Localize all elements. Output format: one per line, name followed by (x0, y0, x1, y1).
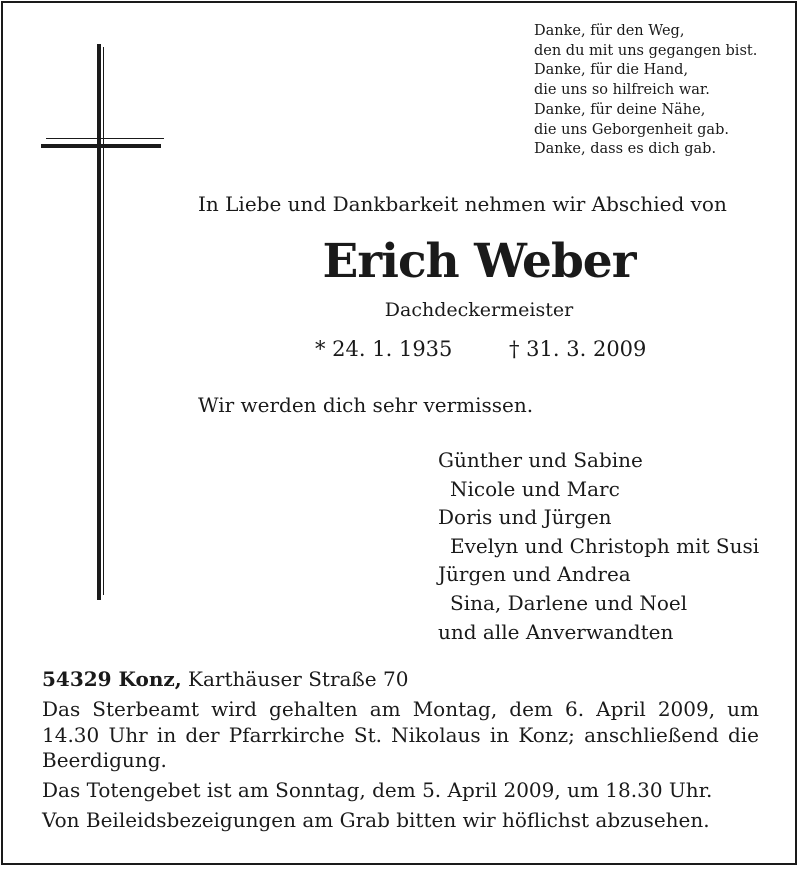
poem (534, 22, 757, 160)
poem-line: Danke, für den Weg, (534, 23, 685, 39)
deceased-name: Erich Weber (322, 234, 636, 289)
notice-section (42, 667, 759, 834)
funeral-mass-notice: Das Sterbeamt wird gehalten am Montag, dem 6. April 2009, um 14.30 Uhr in der Pfarrkirche St. Nikolaus in Konz; anschließend die Beerdigung. (42, 696, 759, 773)
family-line: Günther und Sabine (438, 448, 643, 472)
family-line: Evelyn und Christoph mit Susi (450, 533, 760, 558)
intro-text: In Liebe und Dankbarkeit nehmen wir Abschied von (198, 192, 727, 216)
poem-line: die uns so hilfreich war. (534, 82, 710, 99)
poem-line: die uns Geborgenheit gab. (534, 121, 729, 138)
address-city: 54329 Konz, (42, 667, 182, 691)
condolence-notice: Von Beileidsbezeigungen am Grab bitten wir höflichst abzusehen. (42, 807, 710, 832)
address (42, 667, 759, 693)
birth-date: * 24. 1. 1935 (315, 337, 453, 361)
family-line: Jürgen und Andrea (438, 562, 631, 587)
poem-line: den du mit uns gegangen bist. (534, 42, 758, 59)
deceased-profession: Dachdeckermeister (384, 299, 574, 321)
farewell-text: Wir werden dich sehr vermissen. (198, 393, 534, 417)
poem-line: Danke, dass es dich gab. (534, 141, 717, 158)
family-line: Sina, Darlene und Noel (450, 590, 688, 615)
poem-line: Danke, für die Hand, (534, 62, 689, 79)
family-list (438, 446, 759, 646)
death-date: † 31. 3. 2009 (509, 337, 647, 361)
prayer-notice: Das Totengebet ist am Sonntag, dem 5. April 2009, um 18.30 Uhr. (42, 778, 713, 803)
family-line: und alle Anverwandten (438, 619, 674, 644)
family-line: Doris und Jürgen (438, 505, 612, 530)
address-street: Karthäuser Straße 70 (181, 667, 409, 691)
poem-line: Danke, für deine Nähe, (534, 101, 706, 118)
family-line: Nicole und Marc (450, 476, 620, 501)
